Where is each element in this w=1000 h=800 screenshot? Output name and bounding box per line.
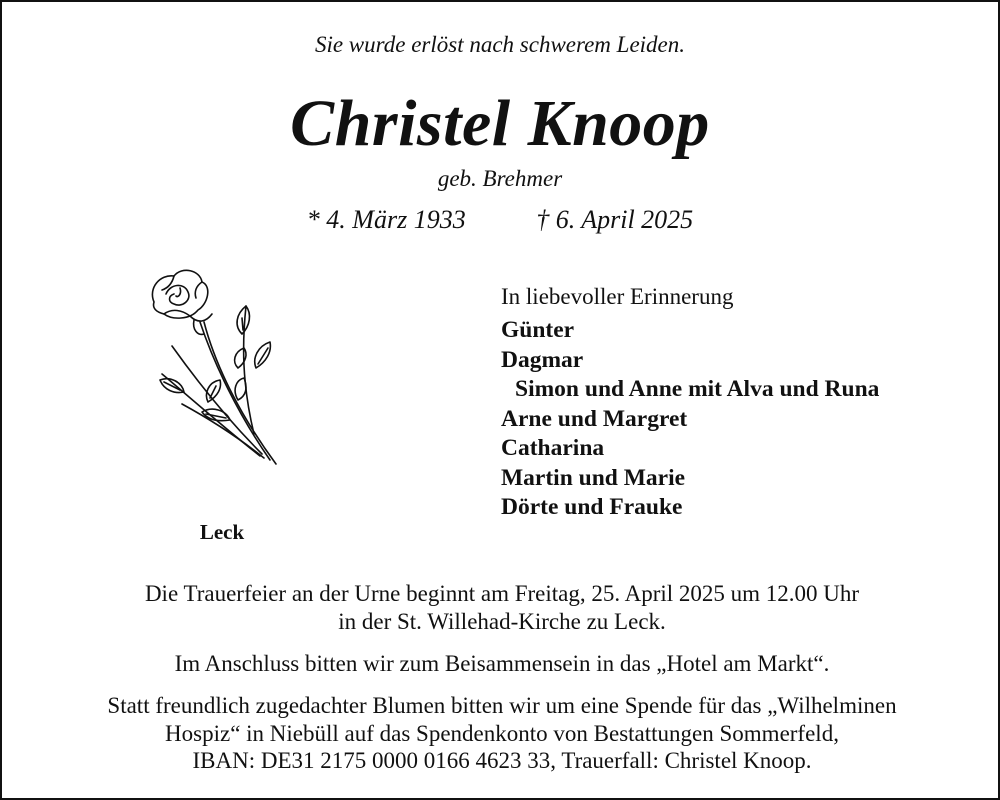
donation-info: [22, 692, 982, 775]
family-member: Dörte und Frauke: [501, 494, 683, 520]
family-member: Dagmar: [501, 346, 584, 373]
donation-line: IBAN: DE31 2175 0000 0166 4623 33, Trauerfall: Christel Knoop.: [192, 748, 812, 773]
donation-line: Statt freundlich zugedachter Blumen bitten wir um eine Spende für das „Wilhelminen: [107, 693, 897, 718]
family-member: Simon und Anne mit Alva und Runa: [515, 376, 880, 402]
family-member: Catharina: [501, 435, 605, 461]
family-list: [501, 284, 879, 523]
intro-text: Sie wurde erlöst nach schwerem Leiden.: [314, 32, 686, 57]
place-name: Leck: [199, 520, 245, 544]
maiden-name: geb. Brehmer: [437, 166, 563, 191]
ceremony-line: Die Trauerfeier an der Urne beginnt am Freitag, 25. April 2025 um 12.00 Uhr: [144, 581, 860, 606]
family-member: Arne und Margret: [501, 405, 688, 432]
gathering-info: Im Anschluss bitten wir zum Beisammensein in das „Hotel am Markt“.: [174, 651, 830, 676]
deceased-name: Christel Knoop: [290, 87, 710, 160]
rose-icon: [142, 264, 292, 474]
ceremony-info: [22, 580, 982, 635]
birth-date: * 4. März 1933: [306, 205, 466, 234]
remembrance-lead: In liebevoller Erinnerung: [501, 284, 734, 309]
family-member: Martin und Marie: [501, 464, 686, 491]
death-date: † 6. April 2025: [536, 205, 694, 234]
donation-line: Hospiz“ in Niebüll auf das Spendenkonto von Bestattungen Sommerfeld,: [165, 720, 839, 746]
life-dates: [2, 205, 998, 235]
ceremony-line: in der St. Willehad-Kirche zu Leck.: [338, 608, 666, 634]
family-member: Günter: [501, 317, 575, 343]
